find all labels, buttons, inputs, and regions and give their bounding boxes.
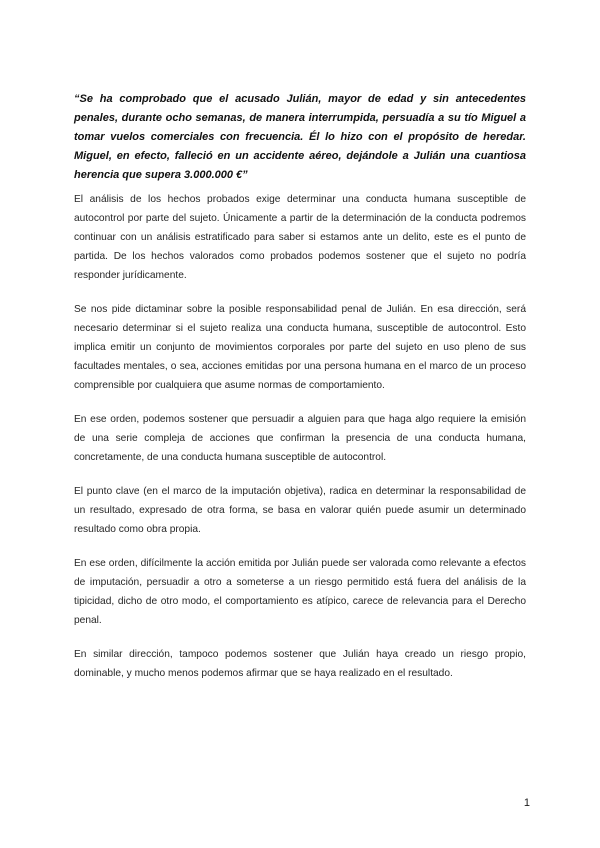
paragraph-5: En ese orden, difícilmente la acción emitida por Julián puede ser valorada como relevante a efectos de imputación, persuadir a otro a someterse a un riesgo permitido está fuera del análisis de la tipicidad, dicho de otro modo, el comportamiento es atípico, carece de relevancia para el Derecho penal. bbox=[74, 558, 526, 626]
paragraph-1: El análisis de los hechos probados exige determinar una conducta humana susceptible de autocontrol por parte del sujeto. Únicamente a partir de la determinación de la conducta podremos continuar con un análisis estratificado para saber si estamos ante un delito, este es el punto de partida. De los hechos valorados como probados podemos sostener que el sujeto no podría responder jurídicamente. bbox=[74, 194, 526, 281]
paragraph-2: Se nos pide dictaminar sobre la posible responsabilidad penal de Julián. En esa dirección, será necesario determinar si el sujeto realiza una conducta humana, susceptible de autocontrol. Esto implica emitir un conjunto de movimientos corporales por parte del sujeto en uso pleno de sus facultades mentales, o sea, acciones emitidas por una persona humana en el marco de un proceso comprensible por cualquiera que asume normas de comportamiento. bbox=[74, 304, 526, 391]
document-body bbox=[74, 90, 526, 698]
page-number: 1 bbox=[523, 797, 530, 809]
paragraph-4: El punto clave (en el marco de la imputación objetiva), radica en determinar la responsabilidad de un resultado, expresado de otra forma, se basa en valorar quién puede asumir un determinado resultado como obra propia. bbox=[74, 486, 526, 535]
paragraph-3: En ese orden, podemos sostener que persuadir a alguien para que haga algo requiere la emisión de una serie compleja de acciones que confirman la presencia de una conducta humana, concretamente, de una conducta humana susceptible de autocontrol. bbox=[74, 414, 526, 463]
paragraph-6: En similar dirección, tampoco podemos sostener que Julián haya creado un riesgo propio, dominable, y mucho menos podemos afirmar que se haya realizado en el resultado. bbox=[74, 649, 526, 679]
case-quote: “Se ha comprobado que el acusado Julián, mayor de edad y sin antecedentes penales, durante ocho semanas, de manera interrumpida, persuadía a su tío Miguel a tomar vuelos comerciales con frecuencia. Él lo hizo con el propósito de heredar. Miguel, en efecto, falleció en un accidente aéreo, dejándole a Julián una cuantiosa herencia que supera 3.000.000 €” bbox=[74, 93, 526, 181]
